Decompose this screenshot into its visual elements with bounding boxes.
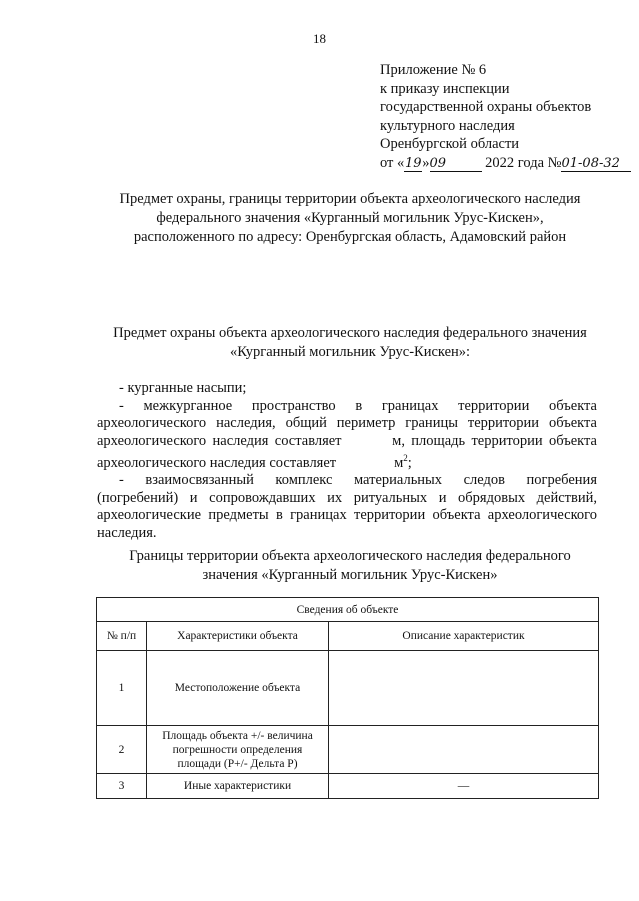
list-item-line: археологического наследия, общий периметр границы территории объекта — [97, 415, 597, 431]
column-header: Описание характеристик — [329, 622, 599, 651]
handwritten-day: 19 — [405, 155, 422, 171]
area-text: археологического наследия составляет м — [97, 454, 404, 471]
list-item: - межкурганное пространство в границах территории объекта — [119, 397, 597, 414]
column-header: Характеристики объекта — [147, 622, 329, 651]
appendix-line: культурного наследия — [380, 117, 515, 134]
object-info-table — [96, 597, 599, 799]
row-description: — — [329, 774, 599, 799]
date-quote-close: » — [422, 154, 430, 171]
title-line: расположенного по адресу: Оренбургская область, Адамовский район — [133, 229, 567, 245]
row-characteristic: Местоположение объекта — [147, 651, 329, 726]
table-header-row — [97, 622, 599, 651]
column-header: № п/п — [97, 622, 147, 651]
row-description — [329, 651, 599, 726]
list-item-line — [97, 450, 597, 472]
table-row — [97, 726, 599, 774]
list-item: - курганные насыпи; — [119, 380, 247, 396]
table-caption: Сведения об объекте — [97, 598, 599, 622]
protection-subject-heading — [60, 324, 639, 362]
appendix-line: Приложение № 6 — [380, 62, 487, 78]
appendix-line: государственной охраны объектов — [380, 99, 592, 115]
table-row — [97, 774, 599, 799]
heading-line: Границы территории объекта археологического наследия федерального — [129, 548, 571, 564]
list-item: - взаимосвязанный комплекс материальных следов погребения — [119, 472, 597, 489]
row-characteristic: Иные характеристики — [147, 774, 329, 799]
list-item-line: (погребений) и сопровождавших их ритуальных и обрядовых действий, — [97, 489, 597, 506]
title-line: федерального значения «Курганный могильник Урус-Кискен», — [156, 210, 544, 226]
handwritten-order-number: 01-08-32 — [561, 156, 631, 172]
list-item-line: наследия. — [97, 524, 157, 541]
superscript: 2 — [403, 453, 408, 463]
row-number: 1 — [97, 651, 147, 726]
list-item-line: археологического наследия составляет м, площадь территории объекта — [97, 432, 597, 449]
appendix-header — [380, 61, 631, 172]
row-description — [329, 726, 599, 774]
table-row — [97, 651, 599, 726]
heading-line: значения «Курганный могильник Урус-Кискен» — [202, 567, 498, 583]
row-number: 3 — [97, 774, 147, 799]
appendix-line: Оренбургской области — [380, 136, 520, 152]
appendix-line: к приказу инспекции — [380, 80, 510, 97]
row-characteristic: Площадь объекта +/- величина погрешности определения площади (P+/- Дельта P) — [147, 726, 329, 774]
appendix-date-line — [380, 154, 631, 173]
date-prefix: от « — [380, 154, 405, 171]
row-number: 2 — [97, 726, 147, 774]
heading-line: «Курганный могильник Урус-Кискен»: — [229, 344, 471, 360]
title-line: Предмет охраны, границы территории объекта археологического наследия — [119, 191, 581, 207]
protection-items — [97, 380, 597, 542]
page-number: 18 — [313, 31, 326, 46]
list-item-line: археологические предметы в границах территории объекта археологического — [97, 507, 597, 524]
heading-line: Предмет охраны объекта археологического наследия федерального значения — [113, 325, 587, 341]
table-caption-row — [97, 598, 599, 622]
semicolon: ; — [407, 454, 412, 471]
boundaries-heading — [60, 547, 639, 585]
document-title — [60, 190, 639, 247]
handwritten-month: 09 — [430, 156, 482, 172]
date-year: 2022 года № — [485, 154, 562, 171]
